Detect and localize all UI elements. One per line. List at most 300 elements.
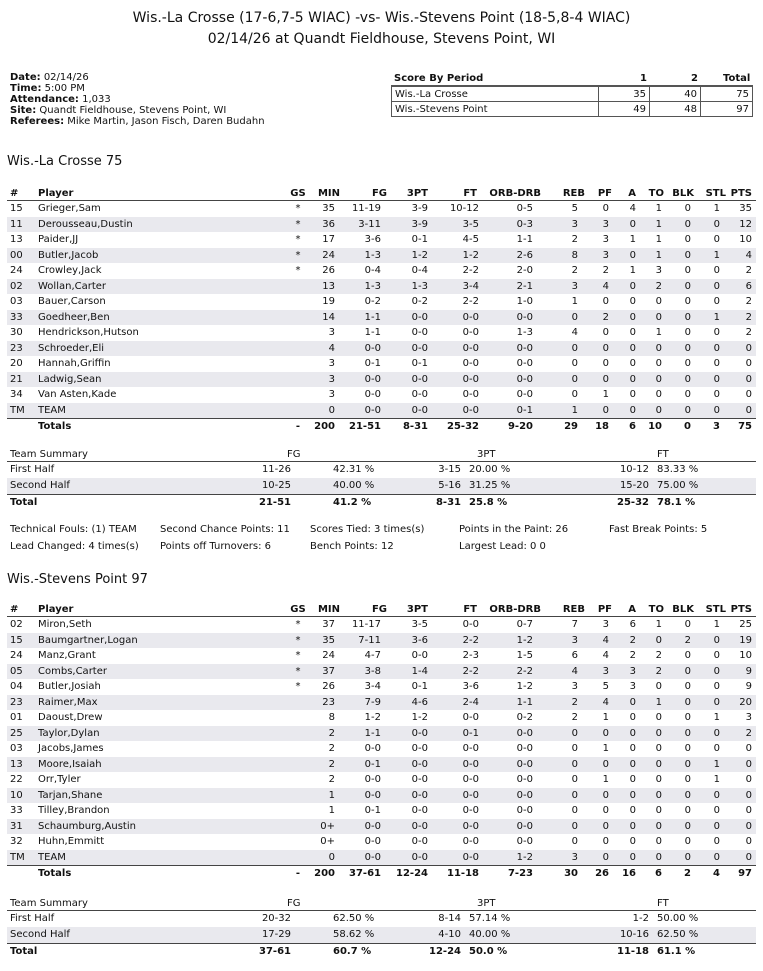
cell-pts: 9 xyxy=(745,681,752,692)
cell-blk: 0 xyxy=(684,743,691,754)
cell-reb: 0 xyxy=(571,311,578,323)
cell-num: 24 xyxy=(10,265,23,276)
summary-ftp: 75.00 % xyxy=(657,480,699,491)
cell-reb: 3 xyxy=(571,218,578,230)
period-row xyxy=(392,87,753,102)
table-row xyxy=(7,248,756,264)
total-orb: 9-20 xyxy=(507,421,533,432)
cell-3pt: 0-0 xyxy=(411,789,428,801)
column-header-stl: STL xyxy=(705,604,726,615)
cell-orb: 1-2 xyxy=(516,634,533,646)
cell-name: Derousseau,Dustin xyxy=(38,218,133,230)
cell-3pt: 0-4 xyxy=(411,265,428,276)
cell-to: 0 xyxy=(655,712,662,723)
cell-num: 33 xyxy=(10,805,23,816)
cell-pf: 1 xyxy=(602,389,609,400)
cell-gs: * xyxy=(295,203,301,214)
cell-orb: 1-2 xyxy=(516,681,533,692)
cell-to: 0 xyxy=(655,342,662,354)
team-heading: Wis.-Stevens Point 97 xyxy=(7,572,148,587)
summary-fgp: 40.00 % xyxy=(333,480,375,491)
summary-fgp: 60.7 % xyxy=(333,946,372,957)
cell-3pt: 0-0 xyxy=(411,836,428,847)
cell-a: 0 xyxy=(629,311,636,323)
table-row xyxy=(7,617,756,633)
cell-fg: 3-4 xyxy=(364,681,381,692)
summary-tpt: 12-24 xyxy=(429,946,461,957)
cell-reb: 3 xyxy=(571,681,578,692)
cell-ft: 0-0 xyxy=(462,805,479,816)
cell-name: Combs,Carter xyxy=(38,665,107,677)
total-3pt: 12-24 xyxy=(396,868,428,879)
cell-blk: 0 xyxy=(684,650,691,661)
cell-blk: 0 xyxy=(684,311,691,323)
cell-gs: * xyxy=(295,218,301,230)
summary-header xyxy=(7,448,756,462)
cell-ft: 4-5 xyxy=(462,234,479,245)
table-row xyxy=(7,664,756,680)
column-header-3pt: 3PT xyxy=(406,188,428,199)
cell-blk: 0 xyxy=(684,234,691,245)
period-score: 49 xyxy=(599,102,650,117)
period-total: 75 xyxy=(701,87,753,102)
period-score: 48 xyxy=(650,102,701,117)
cell-name: Huhn,Emmitt xyxy=(38,836,105,847)
cell-a: 4 xyxy=(629,203,636,214)
cell-min: 2 xyxy=(328,727,335,739)
cell-3pt: 0-0 xyxy=(411,805,428,816)
box-score-table xyxy=(7,186,756,435)
table-row xyxy=(7,294,756,310)
game-title: Wis.-La Crosse (17-6,7-5 WIAC) -vs- Wis.-Stevens Point (18-5,8-4 WIAC) xyxy=(132,10,631,26)
cell-pf: 0 xyxy=(602,727,609,739)
total-a: 16 xyxy=(622,868,636,879)
cell-pts: 4 xyxy=(745,249,752,261)
cell-stl: 0 xyxy=(713,404,720,416)
cell-pts: 25 xyxy=(739,619,752,630)
cell-ft: 0-0 xyxy=(462,743,479,754)
cell-to: 2 xyxy=(655,665,662,677)
total-to: 6 xyxy=(655,868,662,879)
cell-num: 23 xyxy=(10,342,23,354)
summary-fg: 10-25 xyxy=(261,480,291,491)
cell-blk: 0 xyxy=(684,836,691,847)
cell-num: 24 xyxy=(10,650,23,661)
cell-ft: 0-0 xyxy=(462,836,479,847)
cell-num: 30 xyxy=(10,327,23,338)
period-score: 40 xyxy=(650,87,701,102)
cell-pts: 0 xyxy=(745,805,752,816)
cell-a: 1 xyxy=(629,265,636,276)
cell-reb: 4 xyxy=(571,327,578,338)
cell-pf: 3 xyxy=(602,218,609,230)
cell-pts: 2 xyxy=(745,311,752,323)
table-row xyxy=(7,217,756,233)
cell-3pt: 0-0 xyxy=(411,774,428,785)
fast-break-points: Fast Break Points: 5 xyxy=(609,524,708,535)
column-header-reb: REB xyxy=(562,604,585,615)
cell-a: 6 xyxy=(629,619,636,630)
cell-min: 26 xyxy=(322,265,335,276)
cell-blk: 0 xyxy=(684,805,691,816)
cell-name: Schroeder,Eli xyxy=(38,342,105,354)
cell-fg: 11-17 xyxy=(351,619,381,630)
column-header-orb: ORB-DRB xyxy=(489,188,541,199)
cell-to: 0 xyxy=(655,836,662,847)
cell-fg: 0-0 xyxy=(364,774,381,785)
total-ft: 11-18 xyxy=(447,868,479,879)
cell-gs: * xyxy=(295,249,301,261)
cell-ft: 0-0 xyxy=(462,789,479,801)
summary-label: First Half xyxy=(10,913,55,924)
table-row xyxy=(7,710,756,726)
cell-a: 0 xyxy=(629,851,636,863)
cell-ft: 0-0 xyxy=(462,389,479,400)
cell-reb: 0 xyxy=(571,805,578,816)
cell-min: 37 xyxy=(322,665,335,677)
summary-3pt-header: 3PT xyxy=(477,449,496,460)
cell-fg: 3-11 xyxy=(358,218,381,230)
cell-pf: 0 xyxy=(602,851,609,863)
cell-to: 0 xyxy=(655,743,662,754)
cell-3pt: 1-4 xyxy=(411,665,428,677)
cell-name: Baumgartner,Logan xyxy=(38,634,138,646)
cell-num: TM xyxy=(10,851,25,863)
cell-pf: 4 xyxy=(602,696,609,708)
cell-orb: 0-0 xyxy=(516,743,533,754)
column-header-gs: GS xyxy=(290,188,306,199)
cell-fg: 4-7 xyxy=(364,650,381,661)
cell-3pt: 0-0 xyxy=(411,727,428,739)
cell-3pt: 0-1 xyxy=(411,234,428,245)
cell-reb: 0 xyxy=(571,358,578,369)
column-header-fg: FG xyxy=(371,188,387,199)
cell-pts: 2 xyxy=(745,265,752,276)
table-row xyxy=(7,803,756,819)
table-row xyxy=(7,726,756,742)
cell-pts: 0 xyxy=(745,404,752,416)
cell-orb: 2-2 xyxy=(516,665,533,677)
game-info xyxy=(10,72,265,127)
cell-orb: 0-2 xyxy=(516,712,533,723)
total-pts: 75 xyxy=(738,421,752,432)
cell-pts: 3 xyxy=(745,712,752,723)
total-gs: - xyxy=(295,868,301,879)
cell-name: TEAM xyxy=(38,851,66,863)
cell-min: 14 xyxy=(322,311,335,323)
cell-stl: 0 xyxy=(713,342,720,354)
cell-to: 1 xyxy=(655,249,662,261)
cell-pf: 2 xyxy=(602,311,609,323)
cell-to: 0 xyxy=(655,758,662,770)
date-label: Date: xyxy=(10,72,41,83)
cell-a: 0 xyxy=(629,389,636,400)
total-fg: 21-51 xyxy=(349,421,381,432)
cell-3pt: 0-0 xyxy=(411,758,428,770)
cell-min: 2 xyxy=(328,758,335,770)
cell-to: 0 xyxy=(655,789,662,801)
points-in-paint: Points in the Paint: 26 xyxy=(459,524,569,535)
cell-stl: 1 xyxy=(713,203,720,214)
cell-orb: 0-7 xyxy=(516,619,533,630)
cell-ft: 0-0 xyxy=(462,327,479,338)
cell-orb: 0-0 xyxy=(516,727,533,739)
cell-reb: 3 xyxy=(571,634,578,646)
table-row xyxy=(7,819,756,835)
cell-stl: 1 xyxy=(713,712,720,723)
summary-label: Total xyxy=(10,497,38,508)
cell-gs: * xyxy=(295,265,301,276)
period-2-header: 2 xyxy=(691,73,698,84)
column-header-num: # xyxy=(10,188,19,199)
cell-pf: 0 xyxy=(602,203,609,214)
cell-fg: 0-2 xyxy=(364,296,381,307)
cell-pf: 0 xyxy=(602,327,609,338)
cell-num: 00 xyxy=(10,249,23,261)
cell-blk: 0 xyxy=(684,665,691,677)
cell-fg: 1-2 xyxy=(364,712,381,723)
cell-fg: 1-1 xyxy=(364,727,381,739)
cell-fg: 1-1 xyxy=(364,327,381,338)
cell-name: Daoust,Drew xyxy=(38,712,103,723)
table-row xyxy=(7,341,756,357)
cell-blk: 0 xyxy=(684,327,691,338)
cell-to: 1 xyxy=(655,327,662,338)
summary-label: Team Summary xyxy=(10,449,88,460)
cell-3pt: 0-1 xyxy=(411,681,428,692)
cell-stl: 0 xyxy=(713,789,720,801)
cell-ft: 0-0 xyxy=(462,404,479,416)
cell-3pt: 0-2 xyxy=(411,296,428,307)
column-header-ft: FT xyxy=(463,604,477,615)
cell-ft: 10-12 xyxy=(449,203,479,214)
time-label: Time: xyxy=(10,83,42,94)
cell-fg: 0-0 xyxy=(364,373,381,385)
total-blk: 2 xyxy=(684,868,691,879)
table-row xyxy=(7,633,756,649)
lead-changed: Lead Changed: 4 times(s) xyxy=(10,541,139,552)
totals-row xyxy=(7,418,756,435)
cell-orb: 0-1 xyxy=(516,404,533,416)
cell-fg: 0-1 xyxy=(364,758,381,770)
cell-pts: 12 xyxy=(739,218,752,230)
summary-row xyxy=(7,927,756,943)
cell-name: Goedheer,Ben xyxy=(38,311,110,323)
cell-fg: 11-19 xyxy=(351,203,381,214)
cell-pf: 1 xyxy=(602,743,609,754)
column-header-pf: PF xyxy=(597,604,612,615)
cell-reb: 1 xyxy=(571,296,578,307)
cell-to: 0 xyxy=(655,373,662,385)
cell-name: Bauer,Carson xyxy=(38,296,106,307)
cell-stl: 0 xyxy=(713,280,720,292)
cell-min: 1 xyxy=(328,805,335,816)
cell-stl: 0 xyxy=(713,296,720,307)
summary-label: First Half xyxy=(10,464,55,475)
summary-tpt: 3-15 xyxy=(438,464,461,475)
cell-pf: 1 xyxy=(602,774,609,785)
cell-ft: 1-2 xyxy=(462,249,479,261)
cell-blk: 0 xyxy=(684,758,691,770)
period-1-header: 1 xyxy=(640,73,647,84)
cell-stl: 0 xyxy=(713,727,720,739)
cell-pts: 0 xyxy=(745,342,752,354)
summary-ft: 10-16 xyxy=(619,929,649,940)
column-header-pts: PTS xyxy=(730,604,752,615)
cell-reb: 0 xyxy=(571,758,578,770)
cell-pf: 0 xyxy=(602,758,609,770)
column-header-a: A xyxy=(628,188,636,199)
cell-stl: 0 xyxy=(713,373,720,385)
second-chance-points: Second Chance Points: 11 xyxy=(160,524,290,535)
cell-stl: 0 xyxy=(713,805,720,816)
cell-num: 03 xyxy=(10,743,23,754)
cell-pf: 0 xyxy=(602,820,609,832)
cell-gs: * xyxy=(295,665,301,677)
column-header-stl: STL xyxy=(705,188,726,199)
cell-name: Jacobs,James xyxy=(38,743,104,754)
cell-a: 0 xyxy=(629,805,636,816)
cell-min: 13 xyxy=(322,280,335,292)
cell-blk: 0 xyxy=(684,342,691,354)
cell-blk: 0 xyxy=(684,218,691,230)
cell-3pt: 0-0 xyxy=(411,389,428,400)
cell-blk: 0 xyxy=(684,404,691,416)
column-header-fg: FG xyxy=(371,604,387,615)
cell-fg: 1-1 xyxy=(364,311,381,323)
column-header-ft: FT xyxy=(463,188,477,199)
cell-pf: 5 xyxy=(602,681,609,692)
table-row xyxy=(7,372,756,388)
cell-a: 0 xyxy=(629,296,636,307)
cell-pf: 3 xyxy=(602,619,609,630)
table-row xyxy=(7,325,756,341)
cell-fg: 0-1 xyxy=(364,805,381,816)
cell-min: 2 xyxy=(328,743,335,754)
total-stl: 3 xyxy=(713,421,720,432)
cell-stl: 1 xyxy=(713,758,720,770)
summary-ftp: 78.1 % xyxy=(657,497,696,508)
cell-pf: 0 xyxy=(602,805,609,816)
column-header-a: A xyxy=(628,604,636,615)
cell-num: 21 xyxy=(10,373,23,385)
cell-3pt: 0-1 xyxy=(411,358,428,369)
technical-fouls: Technical Fouls: (1) TEAM xyxy=(10,524,137,535)
total-min: 200 xyxy=(314,421,335,432)
cell-num: 34 xyxy=(10,389,23,400)
cell-blk: 0 xyxy=(684,373,691,385)
cell-3pt: 1-2 xyxy=(411,712,428,723)
score-by-period xyxy=(391,72,753,117)
cell-blk: 0 xyxy=(684,203,691,214)
cell-blk: 0 xyxy=(684,820,691,832)
cell-name: Tarjan,Shane xyxy=(38,789,103,801)
cell-orb: 0-0 xyxy=(516,358,533,369)
cell-num: 04 xyxy=(10,681,23,692)
cell-blk: 0 xyxy=(684,265,691,276)
cell-reb: 3 xyxy=(571,280,578,292)
total-ft: 25-32 xyxy=(447,421,479,432)
cell-ft: 3-6 xyxy=(462,681,479,692)
cell-pts: 0 xyxy=(745,836,752,847)
cell-name: Raimer,Max xyxy=(38,696,98,708)
summary-label: Second Half xyxy=(10,929,70,940)
cell-min: 0+ xyxy=(320,820,335,832)
team-summary xyxy=(7,448,756,511)
cell-min: 4 xyxy=(328,342,335,354)
table-row xyxy=(7,356,756,372)
cell-ft: 0-0 xyxy=(462,851,479,863)
total-stl: 4 xyxy=(713,868,720,879)
summary-row xyxy=(7,478,756,494)
cell-a: 0 xyxy=(629,836,636,847)
cell-ft: 2-3 xyxy=(462,650,479,661)
game-subtitle: 02/14/26 at Quandt Fieldhouse, Stevens Point, WI xyxy=(207,31,556,47)
bench-points: Bench Points: 12 xyxy=(310,541,394,552)
cell-orb: 0-0 xyxy=(516,789,533,801)
cell-stl: 0 xyxy=(713,696,720,708)
cell-orb: 0-0 xyxy=(516,373,533,385)
column-header-blk: BLK xyxy=(672,604,694,615)
cell-pf: 4 xyxy=(602,650,609,661)
summary-fgp: 58.62 % xyxy=(333,929,375,940)
cell-reb: 1 xyxy=(571,404,578,416)
summary-fg: 21-51 xyxy=(259,497,291,508)
cell-min: 2 xyxy=(328,774,335,785)
table-row xyxy=(7,263,756,279)
cell-3pt: 3-6 xyxy=(411,634,428,646)
cell-a: 2 xyxy=(629,634,636,646)
cell-a: 0 xyxy=(629,249,636,261)
cell-a: 0 xyxy=(629,327,636,338)
summary-header xyxy=(7,897,756,911)
cell-num: 31 xyxy=(10,820,23,832)
cell-to: 0 xyxy=(655,389,662,400)
cell-gs: * xyxy=(295,681,301,692)
cell-name: Hannah,Griffin xyxy=(38,358,111,369)
summary-ftp: 61.1 % xyxy=(657,946,696,957)
summary-row xyxy=(7,462,756,478)
cell-reb: 0 xyxy=(571,836,578,847)
cell-3pt: 0-0 xyxy=(411,851,428,863)
cell-pts: 0 xyxy=(745,358,752,369)
cell-name: Moore,Isaiah xyxy=(38,758,102,770)
cell-to: 1 xyxy=(655,696,662,708)
cell-pf: 1 xyxy=(602,712,609,723)
summary-ft: 11-18 xyxy=(617,946,649,957)
summary-label: Second Half xyxy=(10,480,70,491)
cell-min: 17 xyxy=(322,234,335,245)
summary-fg: 37-61 xyxy=(259,946,291,957)
cell-stl: 0 xyxy=(713,634,720,646)
cell-gs: * xyxy=(295,619,301,630)
cell-a: 0 xyxy=(629,774,636,785)
cell-orb: 1-0 xyxy=(516,296,533,307)
summary-fg: 20-32 xyxy=(261,913,291,924)
column-header-to: TO xyxy=(648,604,664,615)
cell-stl: 0 xyxy=(713,327,720,338)
table-row xyxy=(7,403,756,419)
cell-pts: 0 xyxy=(745,774,752,785)
site-value: Quandt Fieldhouse, Stevens Point, WI xyxy=(39,105,227,116)
period-score: 35 xyxy=(599,87,650,102)
cell-fg: 0-0 xyxy=(364,389,381,400)
cell-fg: 7-11 xyxy=(358,634,381,646)
summary-ft: 25-32 xyxy=(617,497,649,508)
cell-fg: 0-0 xyxy=(364,342,381,354)
cell-a: 2 xyxy=(629,650,636,661)
summary-ftp: 62.50 % xyxy=(657,929,699,940)
